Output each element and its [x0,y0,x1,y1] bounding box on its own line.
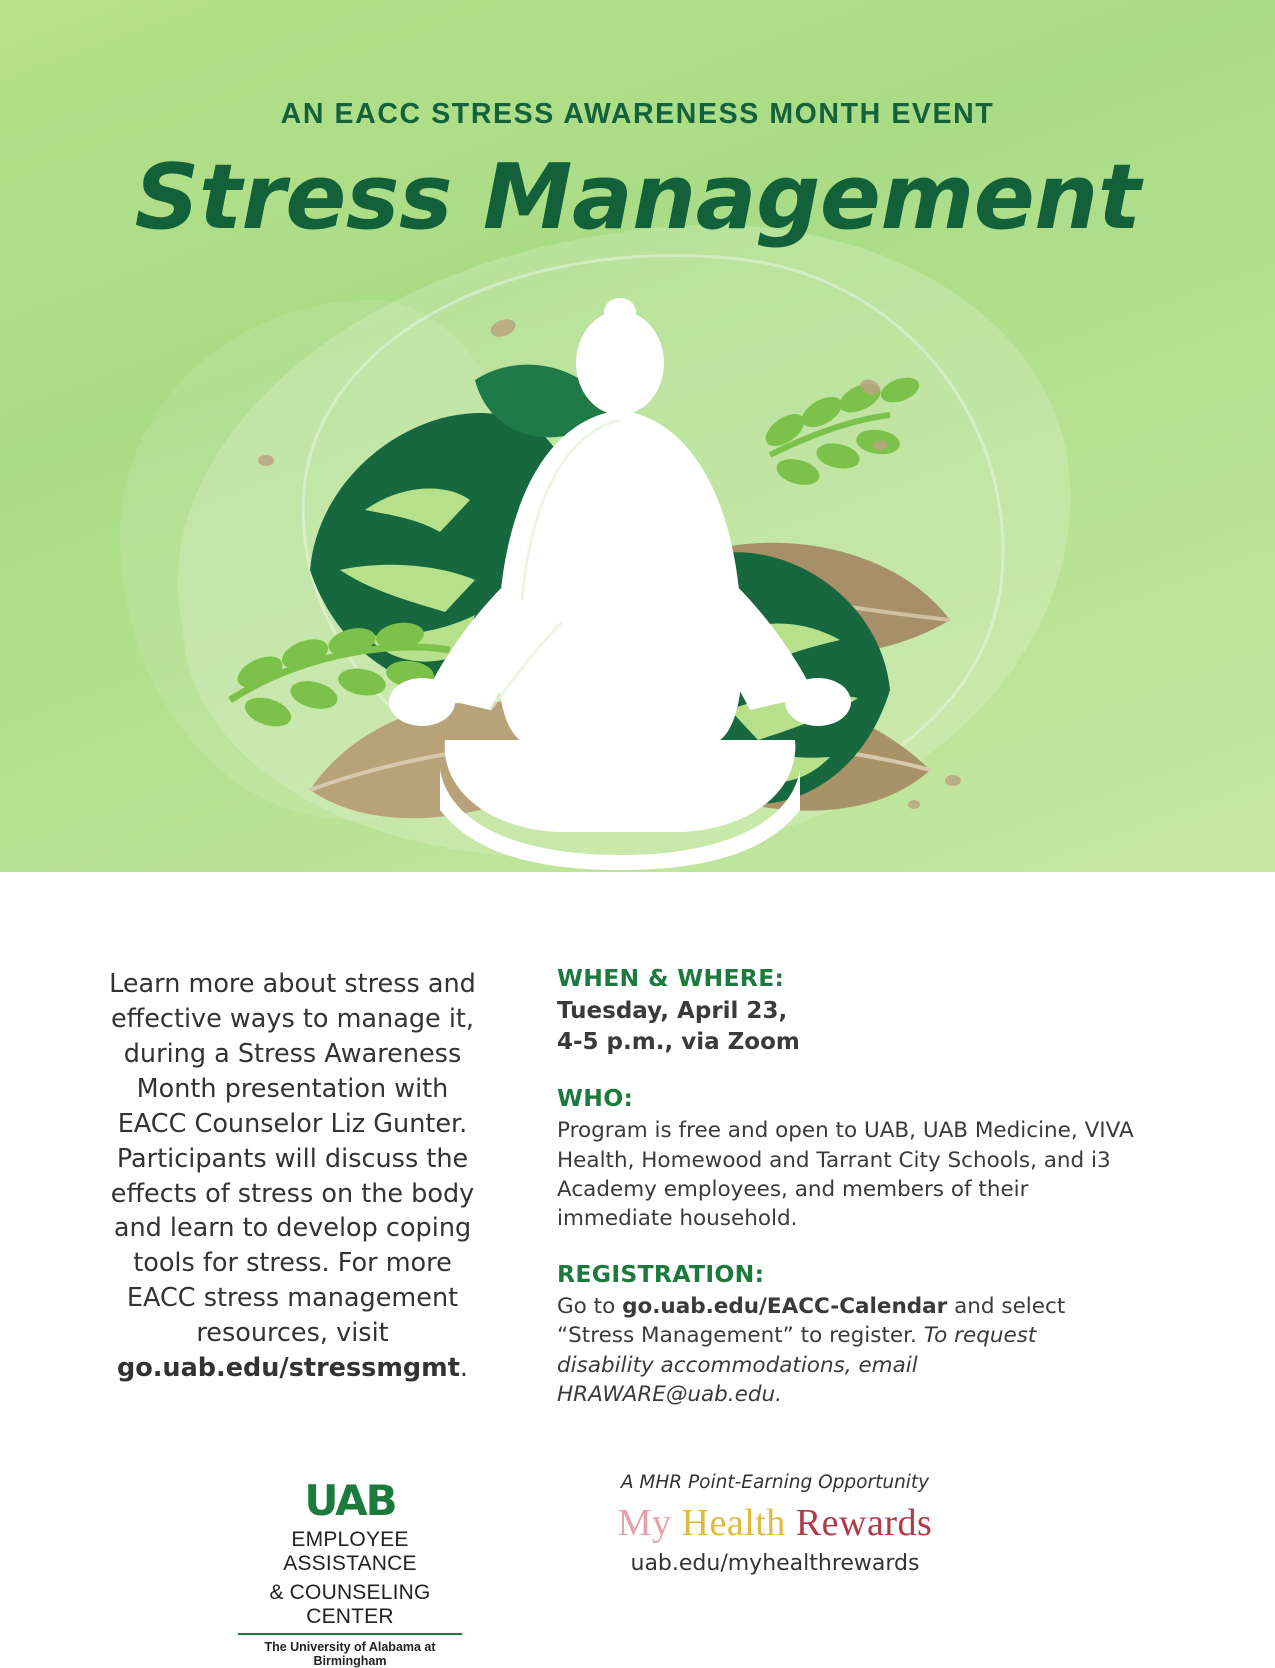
section-when-where [557,964,1137,1058]
stressmgmt-link[interactable]: go.uab.edu/stressmgmt [116,1353,460,1384]
content-area [0,872,1275,1668]
page-title: Stress Management [134,145,1141,250]
who-text: Program is free and open to UAB, UAB Medicine, VIVA Health, Homewood and Tarrant City Schools, and i3 Academy employees, and members of their immediate household. [557,1118,1134,1232]
section-who [557,1084,1137,1234]
registration-heading: REGISTRATION: [557,1259,765,1288]
when-where-line-1: Tuesday, April 23, [557,998,788,1024]
registration-text [557,1292,1137,1410]
my-health-rewards-logo [560,1501,990,1545]
section-registration [557,1260,1137,1410]
my-health-rewards-block [560,1472,990,1576]
mhr-word-health: Health [681,1502,786,1544]
eacc-calendar-link[interactable]: go.uab.edu/EACC-Calendar [622,1293,948,1319]
when-where-heading: WHEN & WHERE: [557,964,785,992]
registration-text-mid: and select “Stress Management” to register. [557,1293,1066,1349]
mhr-tagline: A MHR Point-Earning Opportunity [620,1472,930,1493]
details-column [557,964,1137,1436]
mhr-word-my: My [617,1502,672,1544]
uab-logo: UAB [304,1476,396,1525]
decorative-dot [908,800,920,809]
decorative-dot [873,440,887,450]
eacc-name-line-2: & COUNSELING CENTER [269,1581,431,1628]
eacc-name-line-1: EMPLOYEE ASSISTANCE [283,1528,417,1575]
intro-period: . [459,1353,469,1384]
meditating-figure-illustration [190,270,1050,870]
event-eyebrow: AN EACC STRESS AWARENESS MONTH EVENT [280,98,995,130]
university-name: The University of Alabama at Birmingham [264,1640,436,1668]
uab-eacc-logo-block [230,1476,470,1668]
when-where-line-2: 4-5 p.m., via Zoom [557,1029,800,1056]
registration-text-lead: Go to [557,1293,623,1319]
registration-accommodations-note: To request disability accommodations, email HRAWARE@uab.edu. [557,1323,1037,1408]
who-heading: WHO: [557,1084,634,1113]
decorative-dot [945,775,961,786]
mhr-url[interactable]: uab.edu/myhealthrewards [630,1551,920,1576]
mhr-word-rewards: Rewards [795,1502,933,1544]
intro-text: Learn more about stress and effective ways to manage it, during a Stress Awareness Month presentation with EACC Counselor Liz Gunter. Participants will discuss the effects of stress on the body and learn to develop coping tools for stress. For more EACC stress management resources, visit [109,969,476,1349]
decorative-dot [258,455,274,466]
logo-divider [238,1633,462,1635]
intro-paragraph [105,967,480,1386]
